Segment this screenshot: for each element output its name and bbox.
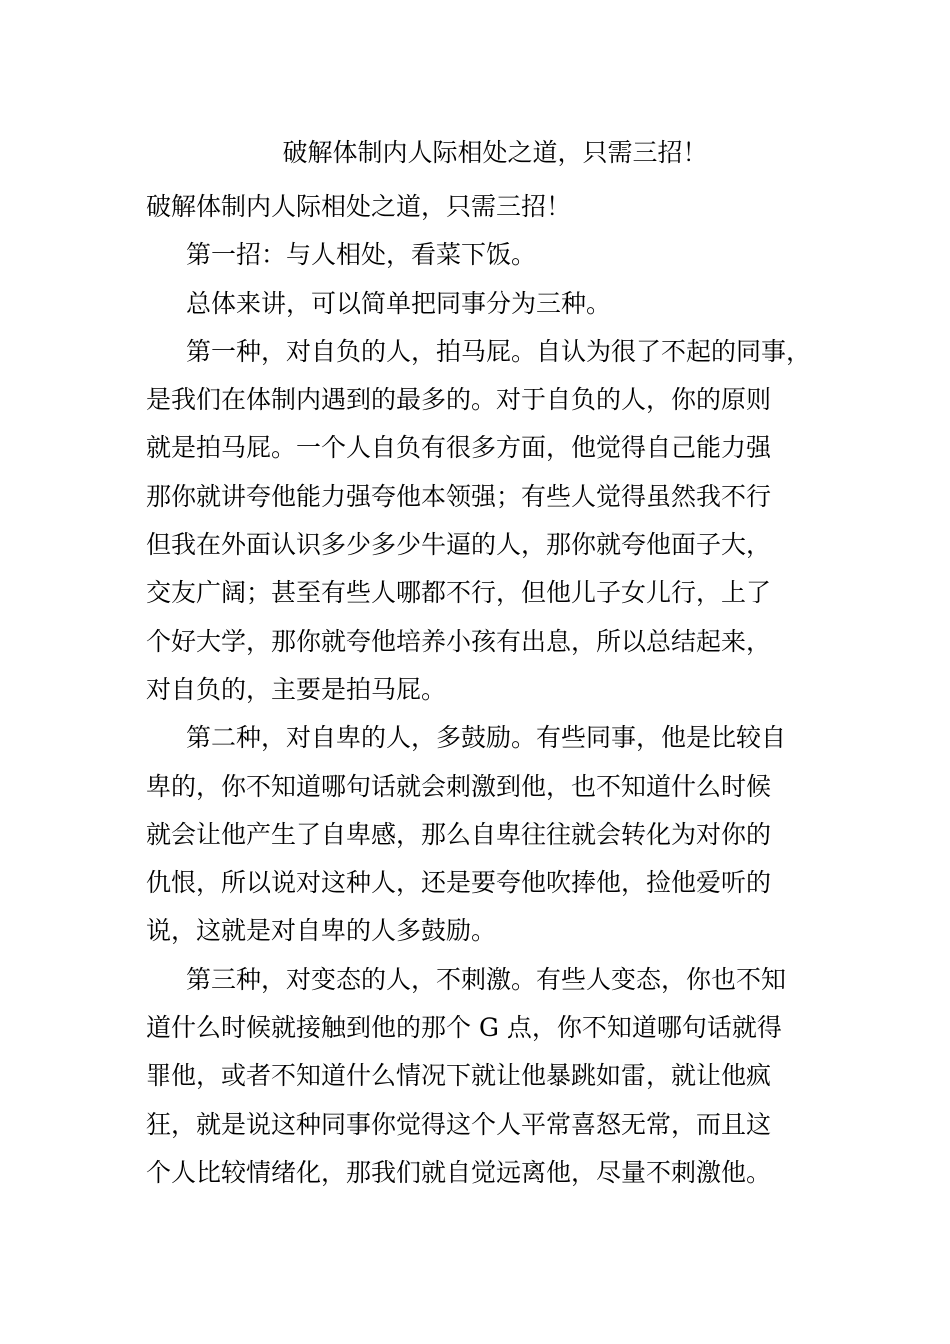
body-line: 第一种，对自负的人，拍马屁。自认为很了不起的同事， — [186, 336, 812, 366]
body-line: 卑的，你不知道哪句话就会刺激到他，也不知道什么时候 — [146, 771, 772, 801]
body-line: 就会让他产生了自卑感，那么自卑往往就会转化为对你的 — [146, 819, 772, 849]
body-line: 对自负的，主要是拍马屁。 — [146, 674, 447, 704]
body-line: 第二种，对自卑的人，多鼓励。有些同事，他是比较自 — [186, 723, 787, 753]
body-line: 道什么时候就接触到他的那个 G 点，你不知道哪句话就得 — [146, 1013, 782, 1043]
body-line: 那你就讲夸他能力强夸他本领强；有些人觉得虽然我不行 — [146, 481, 772, 511]
body-line: 个好大学，那你就夸他培养小孩有出息，所以总结起来， — [146, 626, 772, 656]
body-line: 就是拍马屁。一个人自负有很多方面，他觉得自己能力强 — [146, 433, 772, 463]
body-line: 是我们在体制内遇到的最多的。对于自负的人，你的原则 — [146, 385, 772, 415]
document-body — [146, 183, 826, 1197]
body-line-heading: 破解体制内人际相处之道，只需三招！ — [146, 192, 572, 221]
document-title: 破解体制内人际相处之道，只需三招！ — [282, 138, 708, 167]
body-line-first-move: 第一招：与人相处，看菜下饭。 — [186, 240, 537, 270]
body-line: 第三种，对变态的人，不刺激。有些人变态，你也不知 — [186, 964, 787, 994]
body-line: 狂，就是说这种同事你觉得这个人平常喜怒无常，而且这 — [146, 1109, 772, 1139]
body-line: 个人比较情绪化，那我们就自觉远离他，尽量不刺激他。 — [146, 1157, 772, 1187]
body-line: 交友广阔；甚至有些人哪都不行，但他儿子女儿行，上了 — [146, 578, 772, 608]
body-line-overview: 总体来讲，可以简单把同事分为三种。 — [186, 288, 612, 318]
body-line: 但我在外面认识多少多少牛逼的人，那你就夸他面子大， — [146, 530, 772, 560]
body-line: 仇恨，所以说对这种人，还是要夸他吹捧他，捡他爱听的 — [146, 868, 772, 898]
body-line: 罪他，或者不知道什么情况下就让他暴跳如雷，就让他疯 — [146, 1061, 772, 1091]
body-line: 说，这就是对自卑的人多鼓励。 — [146, 916, 497, 946]
